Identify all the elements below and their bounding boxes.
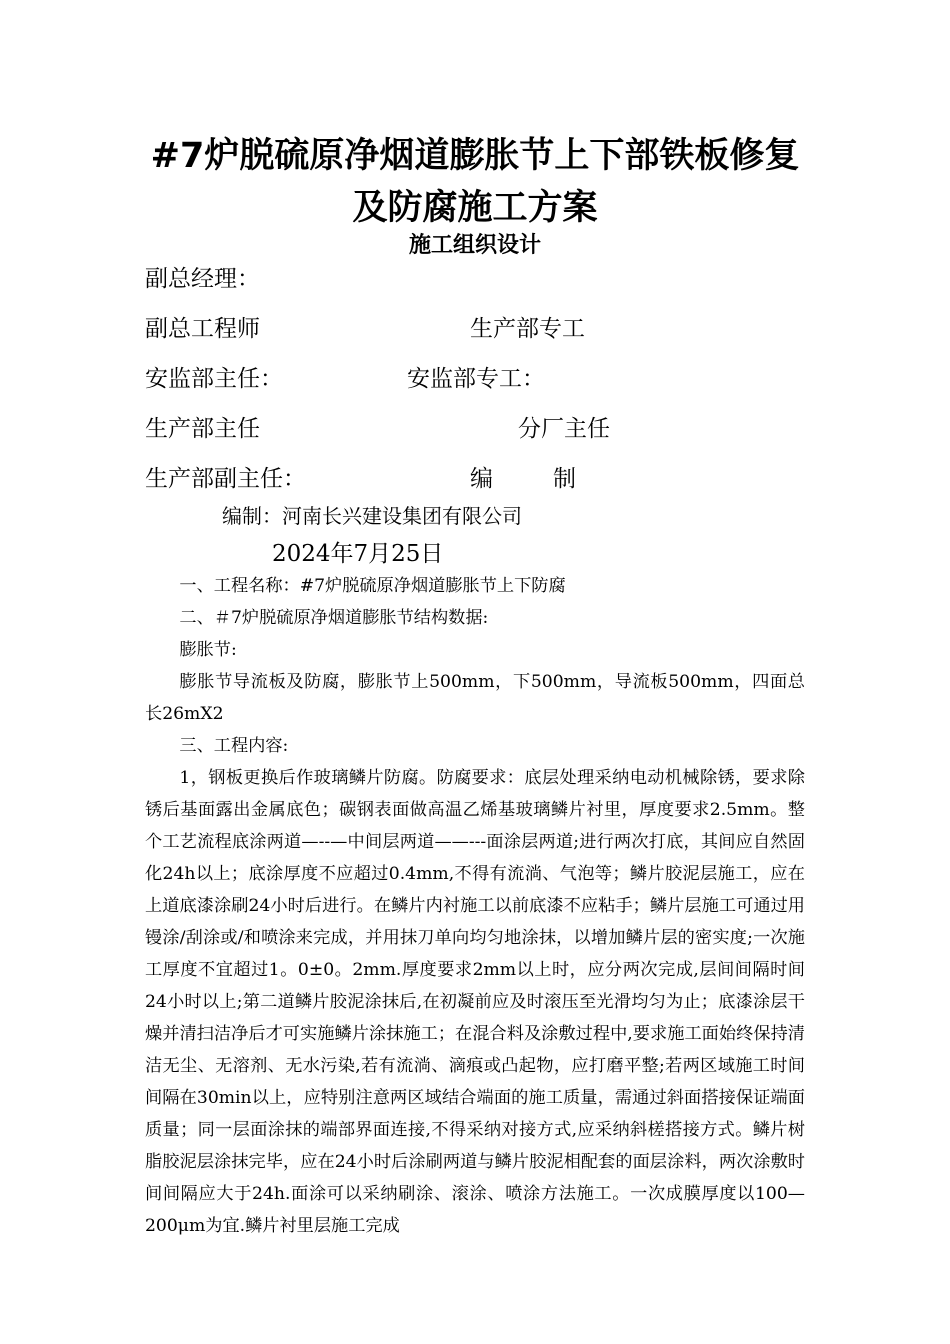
signature-safety-director: 安监部主任： <box>145 366 283 392</box>
document-title-line-2: 及防腐施工方案 <box>352 188 598 228</box>
document-date: 2024年7月25日 <box>272 541 444 567</box>
section-structure-data: 二、＃7炉脱硫原净烟道膨胀节结构数据: <box>179 608 489 628</box>
signature-compiler-label-b: 制 <box>553 466 576 492</box>
section-project-name: 一、工程名称：#7炉脱硫原净烟道膨胀节上下防腐 <box>179 576 566 596</box>
expansion-joint-label: 膨胀节: <box>179 640 237 660</box>
signature-branch-director: 分厂主任 <box>518 416 610 442</box>
signature-safety-specialist: 安监部专工： <box>407 366 545 392</box>
document-subtitle: 施工组织设计 <box>408 233 541 258</box>
signature-deputy-chief-engineer: 副总工程师 <box>145 316 260 342</box>
expansion-joint-detail: 膨胀节导流板及防腐，膨胀节上500mm，下500mm，导流板500mm，四面总长26mX2 <box>145 672 805 724</box>
compiler-line: 编制：河南长兴建设集团有限公司 <box>222 504 522 528</box>
signature-production-director: 生产部主任 <box>145 416 260 442</box>
work-content-item-1: 1，钢板更换后作玻璃鳞片防腐。防腐要求：底层处理采纳电动机械除锈，要求除锈后基面露出金属底色；碳钢表面做高温乙烯基玻璃鳞片衬里，厚度要求2.5mm。整个工艺流程底涂两道—--—中间层两道——---面涂层两道;进行两次打底，其间应自然固化24h以上；底涂厚度不应超过0.4mm,不得有流淌、气泡等；鳞片胶泥层施工，应在上道底漆涂刷24小时后进行。在鳞片内衬施工以前底漆不应粘手；鳞片层施工可通过用镘涂/刮涂或/和喷涂来完成，并用抹刀单向均匀地涂抹，以增加鳞片层的密实度;一次施工厚度不宜超过1。0±0。2mm.厚度要求2mm以上时，应分两次完成,层间间隔时间24小时以上;第二道鳞片胶泥涂抹后,在初凝前应及时滚压至光滑均匀为止；底漆涂层干燥并清扫洁净后才可实施鳞片涂抹施工；在混合料及涂敷过程中,要求施工面始终保持清洁无尘、无溶剂、无水污染,若有流淌、滴痕或凸起物，应打磨平整;若两区域施工时间间隔在30min以上，应特别注意两区域结合端面的施工质量，需通过斜面搭接保证端面质量；同一层面涂抹的端部界面连接,不得采纳对接方式,应采纳斜槎搭接方式。鳞片树脂胶泥层涂抹完毕，应在24小时后涂刷两道与鳞片胶泥相配套的面层涂料，两次涂敷时间间隔应大于24h.面涂可以采纳刷涂、滚涂、喷涂方法施工。一次成膜厚度以100—200μm为宜.鳞片衬里层施工完成 <box>145 768 805 1236</box>
document-body <box>145 570 805 1242</box>
signature-production-specialist: 生产部专工 <box>470 316 585 342</box>
signature-production-deputy-director: 生产部副主任： <box>145 466 306 492</box>
signature-compiler-label-a: 编 <box>470 466 493 492</box>
document-title-line-1: #7炉脱硫原净烟道膨胀节上下部铁板修复 <box>150 136 800 176</box>
signature-deputy-gm: 副总经理： <box>145 266 260 292</box>
section-work-content: 三、工程内容: <box>179 736 289 756</box>
